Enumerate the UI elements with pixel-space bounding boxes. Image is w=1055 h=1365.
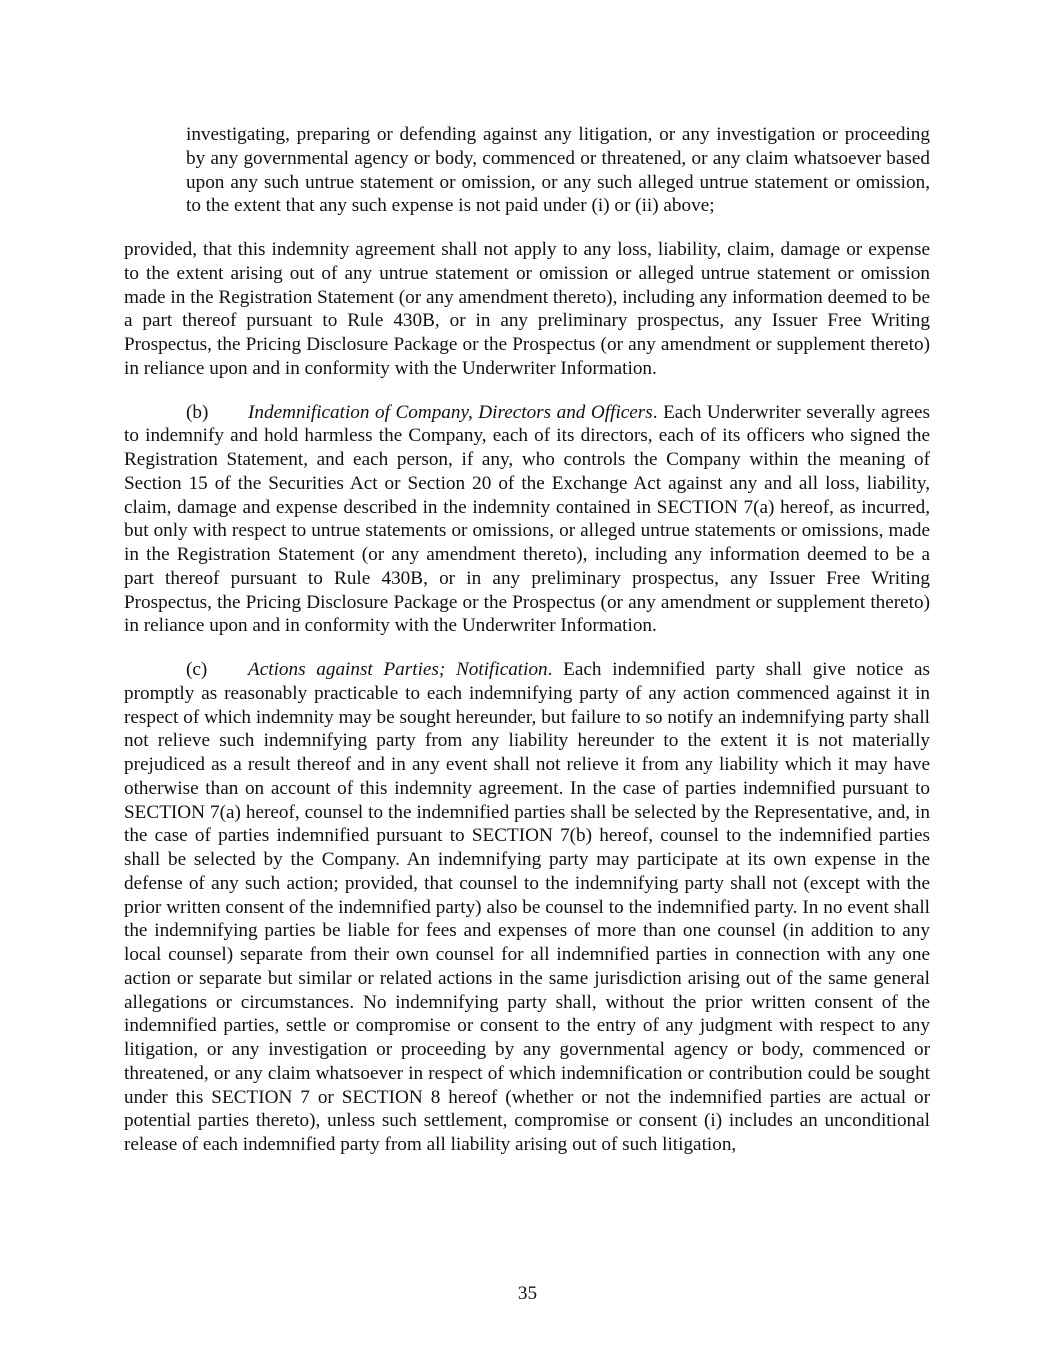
section-b-heading: Indemnification of Company, Directors and Officers [248, 401, 653, 423]
page-number: 35 [517, 1283, 538, 1304]
section-c-label: (c) [186, 659, 208, 680]
section-c-text: . Each indemnified party shall give notice as promptly as reasonably practicable to each indemnifying party of any action commenced against it in respect of which indemnity may be sought hereunder, but failure to so notify an indemnifying party shall not relieve such indemnifying party from any liability hereunder to the extent it is not materially prejudiced as a result thereof and in any event shall not relieve it from any liability which it may have otherwise than on account of this indemnity agreement. In the case of parties indemnified pursuant to SECTION 7(a) hereof, counsel to the indemnified parties shall be selected by the Representative, and, in the case of parties indemnified pursuant to SECTION 7(b) hereof, counsel to the indemnified parties shall be selected by the Company. An indemnifying party may participate at its own expense in the defense of any such action; provided, that counsel to the indemnifying party shall not (except with the prior written consent of the indemnified party) also be counsel to the indemnified party. In no event shall the indemnifying parties be liable for fees and expenses of more than one counsel (in addition to any local counsel) separate from their own counsel for all indemnified parties in connection with any one action or separate but similar or related actions in the same jurisdiction arising out of the same general allegations or circumstances. No indemnifying party shall, without the prior written consent of the indemnified parties, settle or compromise or consent to the entry of any judgment with respect to any litigation, or any investigation or proceeding by any governmental agency or body, commenced or threatened, or any claim whatsoever in respect of which indemnification or contribution could be sought under this SECTION 7 or SECTION 8 hereof (whether or not the indemnified parties are actual or potential parties thereto), unless such settlement, compromise or consent (i) includes an unconditional release of each indemnified party from all liability arising out of such litigation, [124, 659, 930, 1155]
section-b-label: (b) [186, 401, 209, 423]
section-b-paragraph [124, 401, 930, 639]
proviso-paragraph: provided, that this indemnity agreement shall not apply to any loss, liability, claim, damage or expense to the extent arising out of any untrue statement or omission or alleged untrue statement or omission made in the Registration Statement (or any amendment thereto), including any information deemed to be a part thereof pursuant to Rule 430B, or in any preliminary prospectus, any Issuer Free Writing Prospectus, the Pricing Disclosure Package or the Prospectus (or any amendment or supplement thereto) in reliance upon and in conformity with the Underwriter Information. [124, 239, 930, 379]
document-page [124, 123, 930, 1157]
section-c-paragraph [124, 658, 930, 1157]
indented-continuation-paragraph: investigating, preparing or defending against any litigation, or any investigation or proceeding by any governmental agency or body, commenced or threatened, or any claim whatsoever based upon any such untrue statement or omission, or any such alleged untrue statement or omission, to the extent that any such expense is not paid under (i) or (ii) above; [186, 124, 930, 217]
section-c-heading: Actions against Parties; Notification [248, 659, 548, 680]
section-b-text: . Each Underwriter severally agrees to indemnify and hold harmless the Company, each of its directors, each of its officers who signed the Registration Statement, and each person, if any, who controls the Company within the meaning of Section 15 of the Securities Act or Section 20 of the Exchange Act against any and all loss, liability, claim, damage and expense described in the indemnity contained in SECTION 7(a) hereof, as incurred, but only with respect to untrue statements or omissions, or alleged untrue statements or omissions, made in the Registration Statement (or any amendment thereto), including any information deemed to be a part thereof pursuant to Rule 430B, or in any preliminary prospectus, any Issuer Free Writing Prospectus, the Pricing Disclosure Package or the Prospectus (or any amendment or supplement thereto) in reliance upon and in conformity with the Underwriter Information. [124, 401, 930, 637]
